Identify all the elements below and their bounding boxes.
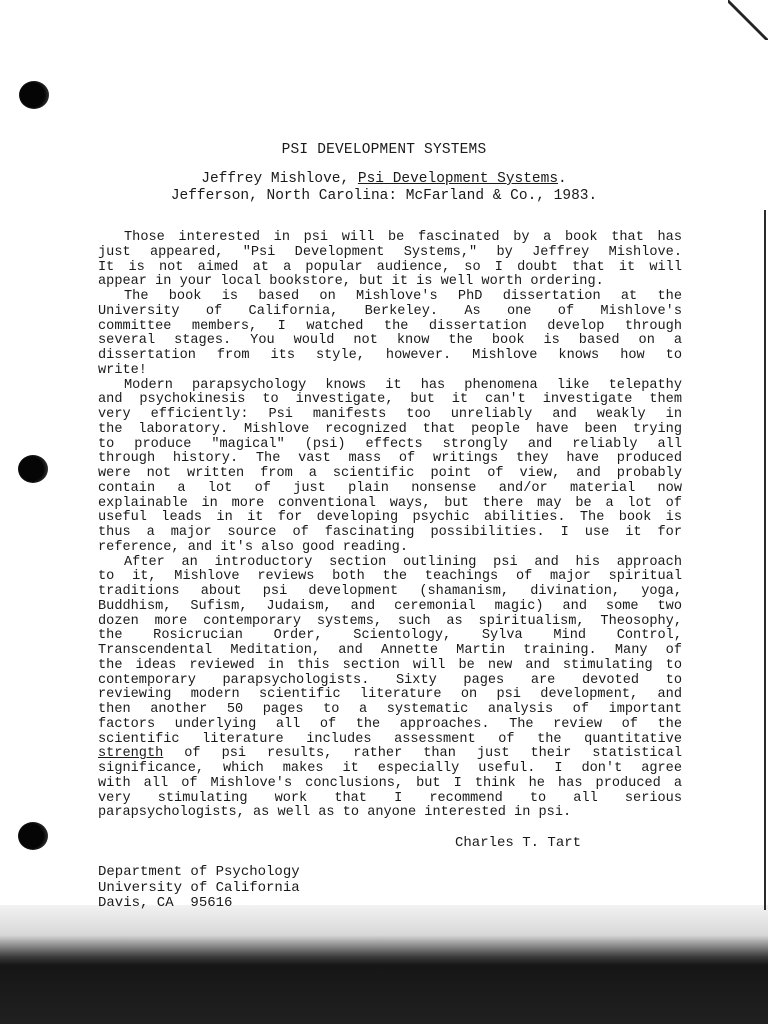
body-line: write! <box>98 362 147 378</box>
body-line: very efficiently: Psi manifests too unreliably and weakly in <box>98 407 682 422</box>
body-line: then another 50 pages to a systematic analysis of important <box>98 702 682 717</box>
body-line: the Rosicrucian Order, Scientology, Sylva Mind Control, <box>98 628 682 644</box>
review-body <box>98 231 682 821</box>
punch-hole-bottom <box>18 822 48 850</box>
body-line: reference, and it's also good reading. <box>98 539 408 555</box>
body-line: strength of psi results, rather than just their statistical <box>98 746 682 762</box>
citation-publisher: Jefferson, North Carolina: McFarland & Co., 1983. <box>170 188 598 204</box>
underlined-word: strength <box>98 746 164 762</box>
body-line: Transcendental Meditation, and Annette Martin training. Many of <box>98 643 682 658</box>
author-address <box>98 865 300 912</box>
address-line: University of California <box>98 879 300 896</box>
citation-author: Jeffrey Mishlove, <box>201 171 350 187</box>
body-line: significance, which makes it especially useful. I don't agree <box>98 761 682 776</box>
body-line: through history. The vast mass of writings they have produced <box>98 451 682 467</box>
punch-hole-middle <box>18 455 48 483</box>
body-line: Those interested in psi will be fascinated by a book that has <box>124 230 682 245</box>
folded-corner <box>728 0 768 40</box>
body-line: committee members, I watched the dissertation develop through <box>98 318 682 334</box>
signature: Charles T. Tart <box>455 835 582 851</box>
body-line: thus a major source of fascinating possibilities. I use it for <box>98 525 682 540</box>
body-line: explainable in more conventional ways, but there may be a lot of <box>98 495 682 511</box>
body-line: were not written from a scientific point of view, and probably <box>98 466 682 481</box>
body-line: University of California, Berkeley. As one of Mishlove's <box>98 303 682 319</box>
body-line: and psychokinesis to investigate, but it can't investigate them <box>98 392 682 408</box>
body-line: just appeared, "Psi Development Systems," by Jeffrey Mishlove. <box>98 244 682 260</box>
body-line: Modern parapsychology knows it has phenomena like telepathy <box>124 377 682 393</box>
review-title: PSI DEVELOPMENT SYSTEMS <box>281 142 487 158</box>
body-line: The book is based on Mishlove's PhD dissertation at the <box>124 289 682 304</box>
body-line: Buddhism, Sufism, Judaism, and ceremonial magic) and some two <box>98 598 682 614</box>
book-citation <box>0 171 768 205</box>
citation-period: . <box>558 171 567 187</box>
body-line: the ideas reviewed in this section will be new and stimulating to <box>98 657 682 673</box>
body-line: useful leads in it for developing psychic abilities. The book is <box>98 510 682 526</box>
body-line: very stimulating work that I recommend to all serious <box>98 790 682 806</box>
body-line: with all of Mishlove's conclusions, but I think he has produced a <box>98 775 682 791</box>
body-line: scientific literature includes assessment of the quantitative <box>98 731 682 747</box>
page-edge <box>764 210 766 910</box>
body-line: several stages. You would not know the book is based on a <box>98 333 682 349</box>
scanner-shadow <box>0 905 768 1024</box>
body-line: contemporary parapsychologists. Sixty pages are devoted to <box>98 672 682 688</box>
citation-book-title: Psi Development Systems <box>357 171 559 187</box>
body-line: dissertation from its style, however. Mishlove knows how to <box>98 348 682 363</box>
body-line: to produce "magical" (psi) effects strongly and reliably all <box>98 436 682 452</box>
body-line: parapsychologists, as well as to anyone interested in psi. <box>98 805 572 821</box>
body-line: appear in your local bookstore, but it is well worth ordering. <box>98 274 604 290</box>
body-line: After an introductory section outlining psi and his approach <box>124 554 682 570</box>
body-line: reviewing modern scientific literature on psi development, and <box>98 687 682 703</box>
address-line: Department of Psychology <box>98 864 300 880</box>
body-line: factors underlying all of the approaches. The review of the <box>98 716 682 732</box>
body-line: the laboratory. Mishlove recognized that people have been trying <box>98 421 682 437</box>
body-line: It is not aimed at a popular audience, so I doubt that it will <box>98 259 682 275</box>
body-line: contain a lot of just plain nonsense and/or material now <box>98 480 682 496</box>
body-line: to it, Mishlove reviews both the teachings of major spiritual <box>98 569 682 585</box>
punch-hole-top <box>19 81 49 109</box>
address-line: Davis, CA 95616 <box>98 895 233 911</box>
citation-line-1 <box>0 171 768 188</box>
body-line: traditions about psi development (shamanism, divination, yoga, <box>98 584 682 599</box>
body-line: dozen more contemporary systems, such as spiritualism, Theosophy, <box>98 613 682 629</box>
